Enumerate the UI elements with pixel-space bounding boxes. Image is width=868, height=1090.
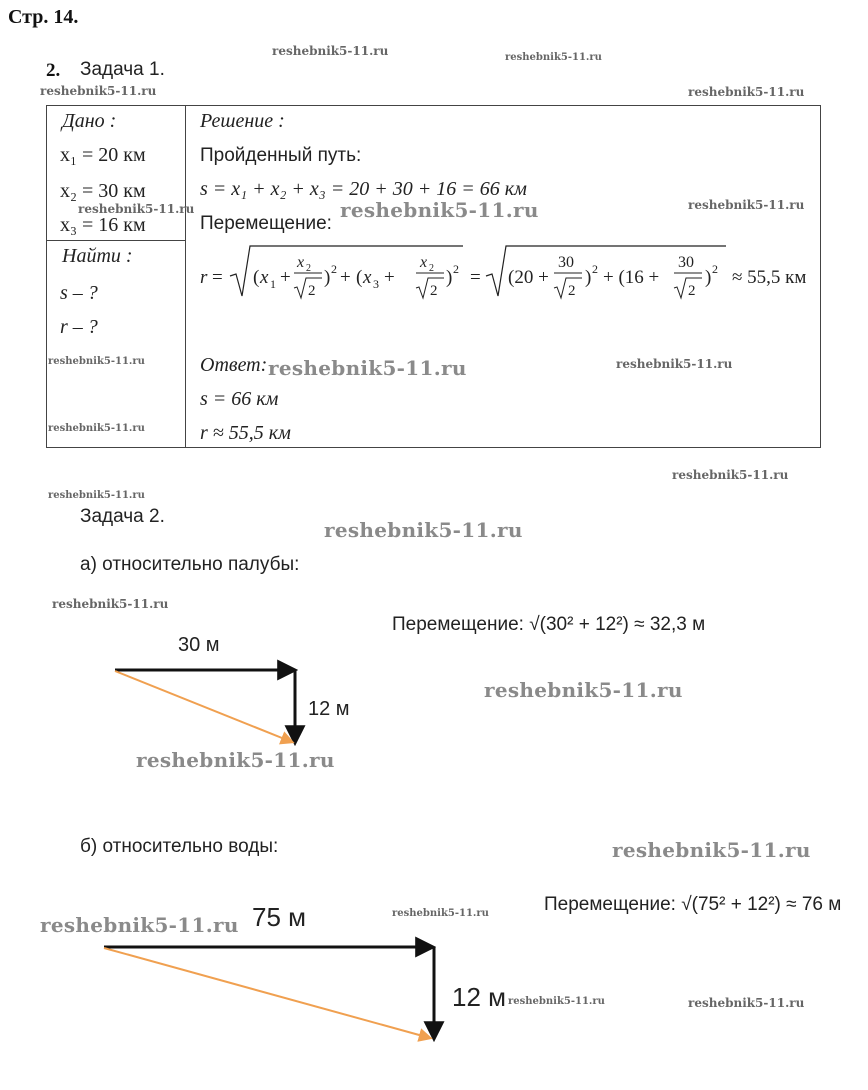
part-b-label: б) относительно воды: bbox=[80, 836, 279, 857]
svg-text:≈ 55,5 км: ≈ 55,5 км bbox=[732, 267, 807, 288]
svg-text:3: 3 bbox=[373, 277, 379, 291]
svg-text:): ) bbox=[585, 267, 592, 288]
watermark: reshebnik5-11.ru bbox=[48, 423, 145, 434]
part-a-horizontal-label: 30 м bbox=[178, 634, 220, 656]
find-r: r – ? bbox=[60, 316, 98, 338]
page-header: Стр. 14. bbox=[8, 6, 79, 28]
part-a-label: а) относительно палубы: bbox=[80, 554, 300, 575]
svg-text:): ) bbox=[705, 267, 712, 288]
given-x2: x₂ = 30 км bbox=[60, 180, 146, 202]
part-b-vertical-label: 12 м bbox=[452, 982, 507, 1012]
svg-text:x: x bbox=[420, 254, 428, 271]
given-x1: x₁ = 20 км bbox=[60, 144, 146, 166]
svg-text:1: 1 bbox=[270, 277, 276, 291]
displacement-label: Перемещение: bbox=[200, 213, 332, 234]
part-b-result: Перемещение: √(75² + 12²) ≈ 76 м bbox=[544, 894, 842, 915]
svg-text:(: ( bbox=[253, 267, 260, 288]
svg-text:+: + bbox=[384, 267, 395, 288]
path-formula: s = x₁ + x₂ + x₃ = 20 + 30 + 16 = 66 км bbox=[200, 178, 527, 200]
svg-text:2: 2 bbox=[430, 283, 438, 299]
answer-r: r ≈ 55,5 км bbox=[200, 422, 291, 444]
answer-s: s = 66 км bbox=[200, 388, 279, 410]
watermark: reshebnik5-11.ru bbox=[484, 678, 683, 702]
watermark: reshebnik5-11.ru bbox=[78, 202, 195, 216]
svg-text:x: x bbox=[297, 254, 305, 271]
svg-text:2: 2 bbox=[453, 262, 459, 276]
watermark: reshebnik5-11.ru bbox=[505, 52, 602, 63]
svg-text:(: ( bbox=[356, 267, 363, 288]
part-a-result: Перемещение: √(30² + 12²) ≈ 32,3 м bbox=[392, 614, 706, 635]
watermark: reshebnik5-11.ru bbox=[272, 44, 389, 58]
svg-text:x: x bbox=[363, 267, 372, 288]
watermark: reshebnik5-11.ru bbox=[40, 84, 157, 98]
watermark: reshebnik5-11.ru bbox=[688, 996, 805, 1010]
watermark: reshebnik5-11.ru bbox=[48, 356, 145, 367]
svg-text:=: = bbox=[470, 267, 481, 288]
task1-title: Задача 1. bbox=[80, 59, 165, 80]
svg-text:(20 +: (20 + bbox=[508, 267, 549, 288]
svg-text:+: + bbox=[280, 267, 291, 288]
watermark: reshebnik5-11.ru bbox=[612, 838, 811, 862]
answer-label: Ответ: bbox=[200, 354, 268, 376]
given-x3: x₃ = 16 км bbox=[60, 214, 146, 236]
task2-title: Задача 2. bbox=[80, 506, 165, 527]
find-s: s – ? bbox=[60, 282, 98, 304]
svg-text:): ) bbox=[446, 267, 453, 288]
svg-text:2: 2 bbox=[331, 262, 337, 276]
svg-text:2: 2 bbox=[592, 262, 598, 276]
watermark: reshebnik5-11.ru bbox=[52, 597, 169, 611]
watermark: reshebnik5-11.ru bbox=[672, 468, 789, 482]
section-number: 2. bbox=[46, 60, 61, 81]
solution-label: Решение : bbox=[200, 110, 285, 132]
svg-text:30: 30 bbox=[558, 254, 574, 271]
watermark: reshebnik5-11.ru bbox=[40, 913, 239, 937]
svg-text:r: r bbox=[200, 267, 208, 288]
part-a-vertical-label: 12 м bbox=[308, 698, 350, 720]
given-label: Дано : bbox=[62, 110, 117, 132]
watermark: reshebnik5-11.ru bbox=[324, 518, 523, 542]
find-label: Найти : bbox=[62, 245, 133, 267]
watermark: reshebnik5-11.ru bbox=[688, 85, 805, 99]
watermark: reshebnik5-11.ru bbox=[136, 748, 335, 772]
svg-text:2: 2 bbox=[308, 283, 316, 299]
watermark: reshebnik5-11.ru bbox=[268, 356, 467, 380]
part-a-resultant-arrow bbox=[115, 671, 292, 742]
svg-text:2: 2 bbox=[429, 263, 434, 274]
svg-text:2: 2 bbox=[306, 263, 311, 274]
svg-text:2: 2 bbox=[688, 283, 696, 299]
watermark: reshebnik5-11.ru bbox=[688, 198, 805, 212]
svg-text:x: x bbox=[260, 267, 269, 288]
svg-text:+ (16 +: + (16 + bbox=[603, 267, 660, 288]
watermark: reshebnik5-11.ru bbox=[48, 490, 145, 501]
part-b-resultant-arrow bbox=[104, 948, 430, 1038]
svg-text:=: = bbox=[212, 267, 223, 288]
watermark: reshebnik5-11.ru bbox=[508, 996, 605, 1007]
svg-text:+: + bbox=[340, 267, 351, 288]
watermark: reshebnik5-11.ru bbox=[340, 198, 539, 222]
svg-text:): ) bbox=[324, 267, 331, 288]
watermark: reshebnik5-11.ru bbox=[616, 357, 733, 371]
watermark: reshebnik5-11.ru bbox=[392, 908, 489, 919]
svg-text:30: 30 bbox=[678, 254, 694, 271]
svg-text:2: 2 bbox=[712, 262, 718, 276]
part-b-horizontal-label: 75 м bbox=[252, 902, 307, 932]
path-label: Пройденный путь: bbox=[200, 145, 362, 166]
svg-text:2: 2 bbox=[568, 283, 576, 299]
